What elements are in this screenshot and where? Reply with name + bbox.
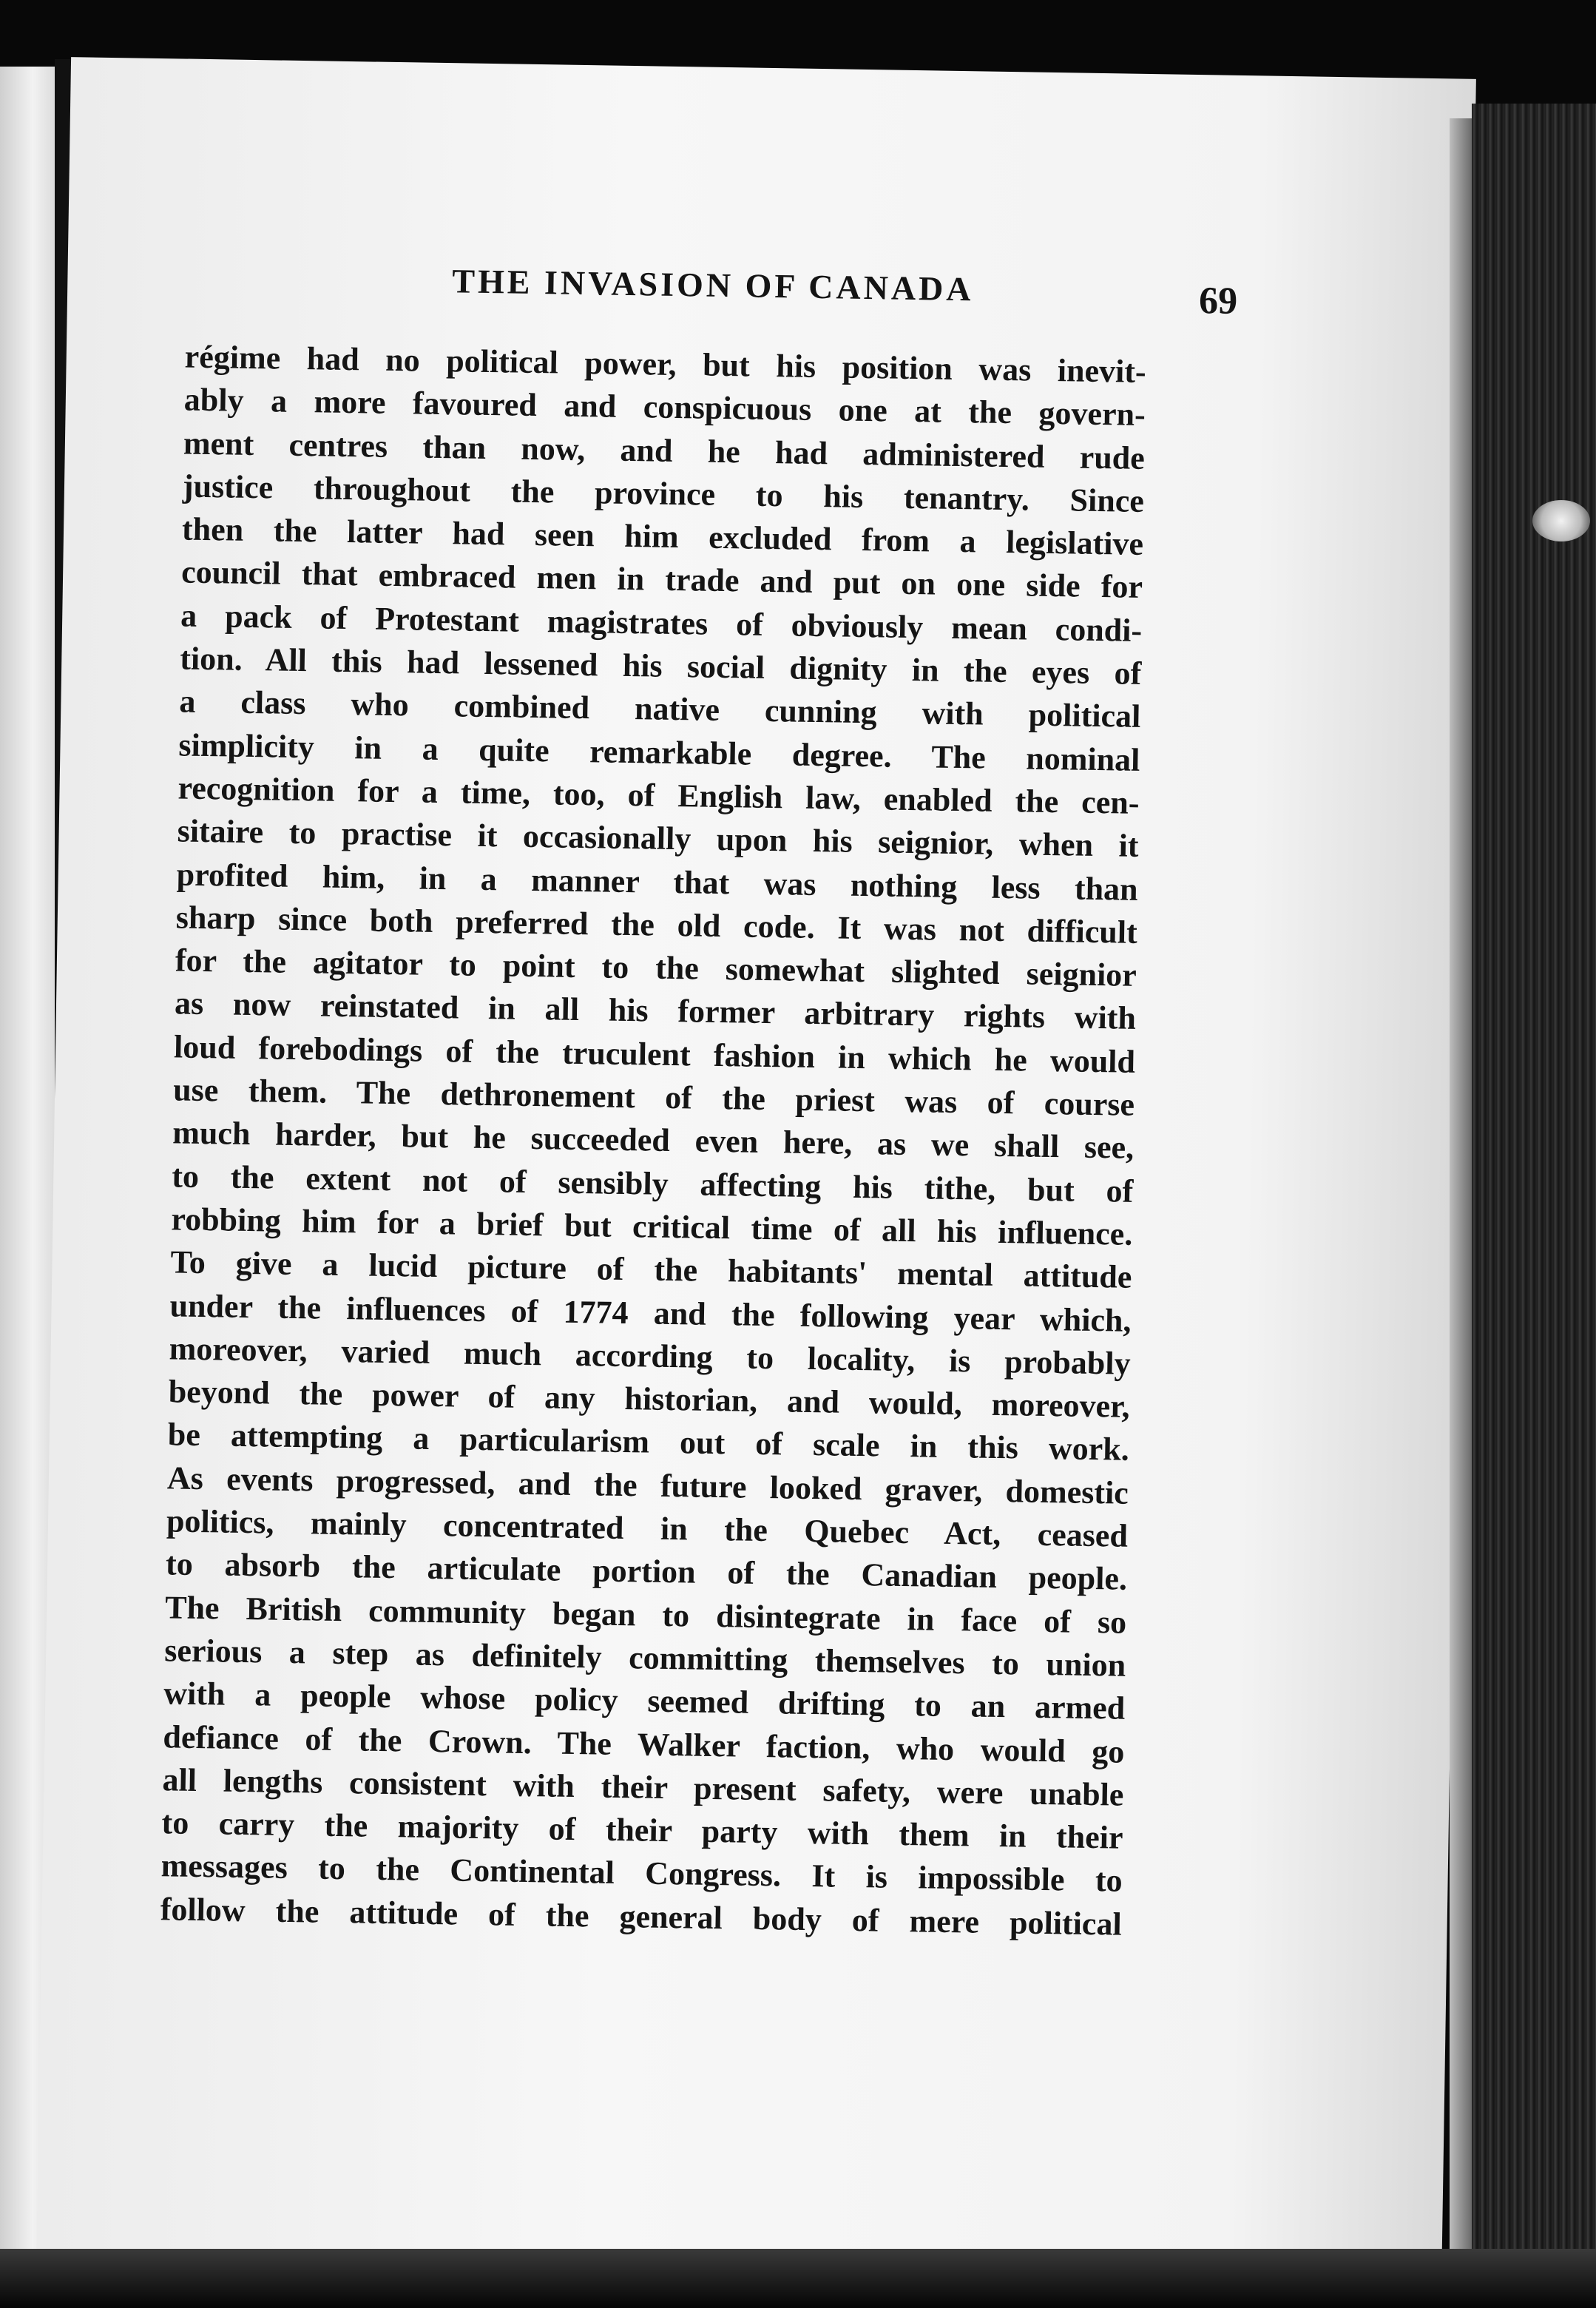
text-line: loud forebodings of the truculent fashion in which he would: [173, 1028, 1136, 1080]
text-line: serious a step as definitely committing themselves to union: [163, 1632, 1126, 1684]
text-line: follow the attitude of the general body of mere political: [160, 1890, 1123, 1943]
text-line: to carry the majority of their party with them in their: [161, 1804, 1123, 1856]
text-line: council that embraced men in trade and put on one side for: [180, 553, 1143, 606]
text-line: sharp since both preferred the old code. It was not difficult: [175, 899, 1138, 951]
text-line: be attempting a particularism out of scale in this work.: [167, 1416, 1130, 1468]
running-head: [200, 257, 1237, 333]
text-line: use them. The dethronement of the priest was of course: [172, 1071, 1135, 1123]
text-line: The British community began to disintegrate in face of so: [164, 1588, 1127, 1641]
book-page: [36, 57, 1476, 2290]
text-line: profited him, in a manner that was nothing less than: [176, 856, 1139, 908]
text-line: To give a lucid picture of the habitants' mental attitude: [170, 1244, 1132, 1296]
text-line: ably a more favoured and conspicuous one at the govern-: [183, 381, 1146, 433]
text-line: defiance of the Crown. The Walker faction, who would go: [163, 1718, 1125, 1770]
text-line: moreover, varied much according to locality, is probably: [169, 1330, 1131, 1382]
text-line: much harder, but he succeeded even here, as we shall see,: [172, 1114, 1135, 1167]
text-line: under the influences of 1774 and the following year which,: [169, 1286, 1132, 1339]
text-line: As events progressed, and the future looked graver, domestic: [166, 1460, 1129, 1511]
text-line: régime had no political power, but his position was inevit-: [184, 338, 1146, 390]
text-line: as now reinstated in all his former arbitrary rights with: [174, 985, 1137, 1037]
binding-clip: [1532, 500, 1590, 541]
text-line: then the latter had seen him excluded from a legislative: [181, 510, 1144, 563]
text-line: justice throughout the province to his tenantry. Since: [182, 468, 1145, 519]
text-line: with a people whose policy seemed drifting to an armed: [163, 1675, 1126, 1727]
text-line: messages to the Continental Congress. It is impossible to: [160, 1847, 1123, 1900]
text-line: tion. All this had lessened his social dignity in the eyes of: [179, 640, 1142, 692]
text-line: for the agitator to point to the somewhat slighted seignior: [175, 942, 1137, 994]
body-text: [160, 336, 1146, 1946]
text-line: all lengths consistent with their present safety, were unable: [162, 1761, 1124, 1813]
text-line: to the extent not of sensibly affecting his tithe, but of: [171, 1158, 1134, 1209]
bottom-shadow: [0, 2249, 1596, 2308]
page-number: 69: [1198, 280, 1238, 323]
text-line: sitaire to practise it occasionally upon his seignior, when it: [177, 812, 1139, 865]
text-line: a pack of Protestant magistrates of obviously mean condi-: [180, 597, 1143, 649]
text-line: recognition for a time, too, of English law, enabled the cen-: [177, 769, 1140, 821]
text-line: ment centres than now, and he had administered rude: [183, 425, 1146, 476]
text-line: to absorb the articulate portion of the Canadian people.: [165, 1545, 1128, 1598]
text-line: simplicity in a quite remarkable degree. The nominal: [178, 726, 1140, 778]
text-line: a class who combined native cunning with political: [179, 683, 1141, 735]
running-title: THE INVASION OF CANADA: [452, 262, 974, 308]
text-line: beyond the power of any historian, and would, moreover,: [168, 1373, 1131, 1425]
text-line: politics, mainly concentrated in the Quebec Act, ceased: [166, 1502, 1129, 1554]
text-line: robbing him for a brief but critical time of all his influence.: [171, 1201, 1133, 1252]
book-binding: [1472, 104, 1596, 2308]
